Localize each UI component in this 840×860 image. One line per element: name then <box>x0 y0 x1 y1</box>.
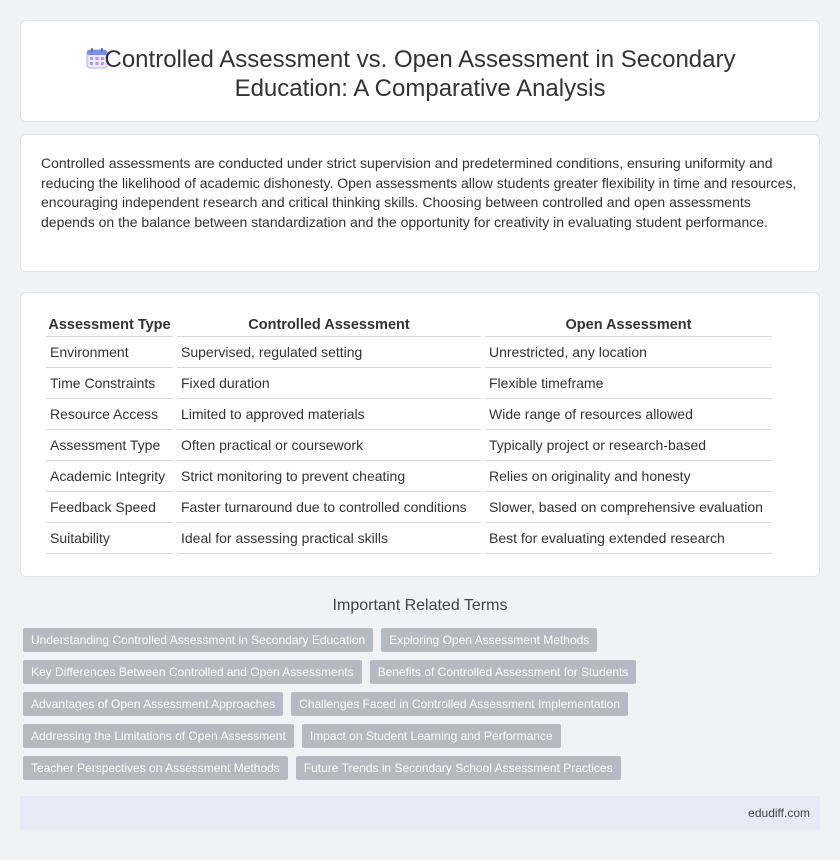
related-term-tag[interactable]: Advantages of Open Assessment Approaches <box>23 692 283 716</box>
controlled-cell: Strict monitoring to prevent cheating <box>177 461 481 492</box>
related-term-tag[interactable]: Understanding Controlled Assessment in Secondary Education <box>23 628 373 652</box>
related-terms-heading: Important Related Terms <box>332 597 508 614</box>
related-term-tag[interactable]: Teacher Perspectives on Assessment Methods <box>23 756 288 780</box>
header-controlled-assessment: Controlled Assessment <box>177 315 481 337</box>
related-term-tag[interactable]: Challenges Faced in Controlled Assessment Implementation <box>291 692 628 716</box>
controlled-cell: Limited to approved materials <box>177 399 481 430</box>
related-term-tag[interactable]: Impact on Student Learning and Performance <box>302 724 561 748</box>
table-row <box>46 337 772 368</box>
row-label: Time Constraints <box>46 368 173 399</box>
table-row <box>46 523 772 554</box>
header-open-assessment: Open Assessment <box>485 315 772 337</box>
controlled-cell: Faster turnaround due to controlled conditions <box>177 492 481 523</box>
open-cell: Wide range of resources allowed <box>485 399 772 430</box>
table-row <box>46 492 772 523</box>
row-label: Environment <box>46 337 173 368</box>
open-cell: Unrestricted, any location <box>485 337 772 368</box>
table-row <box>46 399 772 430</box>
open-cell: Slower, based on comprehensive evaluation <box>485 492 772 523</box>
related-term-tag[interactable]: Future Trends in Secondary School Assessment Practices <box>296 756 621 780</box>
open-cell: Best for evaluating extended research <box>485 523 772 554</box>
related-term-tag[interactable]: Addressing the Limitations of Open Assessment <box>23 724 294 748</box>
related-term-tag[interactable]: Key Differences Between Controlled and Open Assessments <box>23 660 362 684</box>
controlled-cell: Ideal for assessing practical skills <box>177 523 481 554</box>
table-row <box>46 430 772 461</box>
footer <box>20 796 820 830</box>
related-terms-list <box>23 628 823 788</box>
controlled-cell: Fixed duration <box>177 368 481 399</box>
row-label: Academic Integrity <box>46 461 173 492</box>
page-title: Controlled Assessment vs. Open Assessment in Secondary Education: A Comparative Analysis <box>104 46 736 102</box>
table-row <box>46 461 772 492</box>
row-label: Assessment Type <box>46 430 173 461</box>
header-assessment-type: Assessment Type <box>46 315 173 337</box>
open-cell: Flexible timeframe <box>485 368 772 399</box>
row-label: Suitability <box>46 523 173 554</box>
comparison-table <box>42 315 776 554</box>
controlled-cell: Often practical or coursework <box>177 430 481 461</box>
related-term-tag[interactable]: Exploring Open Assessment Methods <box>381 628 597 652</box>
footer-site-link[interactable]: edudiff.com <box>748 806 810 820</box>
open-cell: Typically project or research-based <box>485 430 772 461</box>
title-card <box>20 20 820 122</box>
table-row <box>46 368 772 399</box>
comparison-card <box>20 292 820 577</box>
intro-card <box>20 134 820 272</box>
row-label: Resource Access <box>46 399 173 430</box>
open-cell: Relies on originality and honesty <box>485 461 772 492</box>
intro-paragraph: Controlled assessments are conducted under strict supervision and predetermined conditions, ensuring uniformity and reducing the likelihood of academic dishonesty. Open assessments allow students greater flexibility in time and resources, encouraging independent research and critical thinking skills. Choosing between controlled and open assessments depends on the balance between standardization and the opportunity for creativity in evaluating student performance. <box>41 155 797 230</box>
related-term-tag[interactable]: Benefits of Controlled Assessment for Students <box>370 660 637 684</box>
controlled-cell: Supervised, regulated setting <box>177 337 481 368</box>
table-header-row <box>46 315 772 337</box>
row-label: Feedback Speed <box>46 492 173 523</box>
